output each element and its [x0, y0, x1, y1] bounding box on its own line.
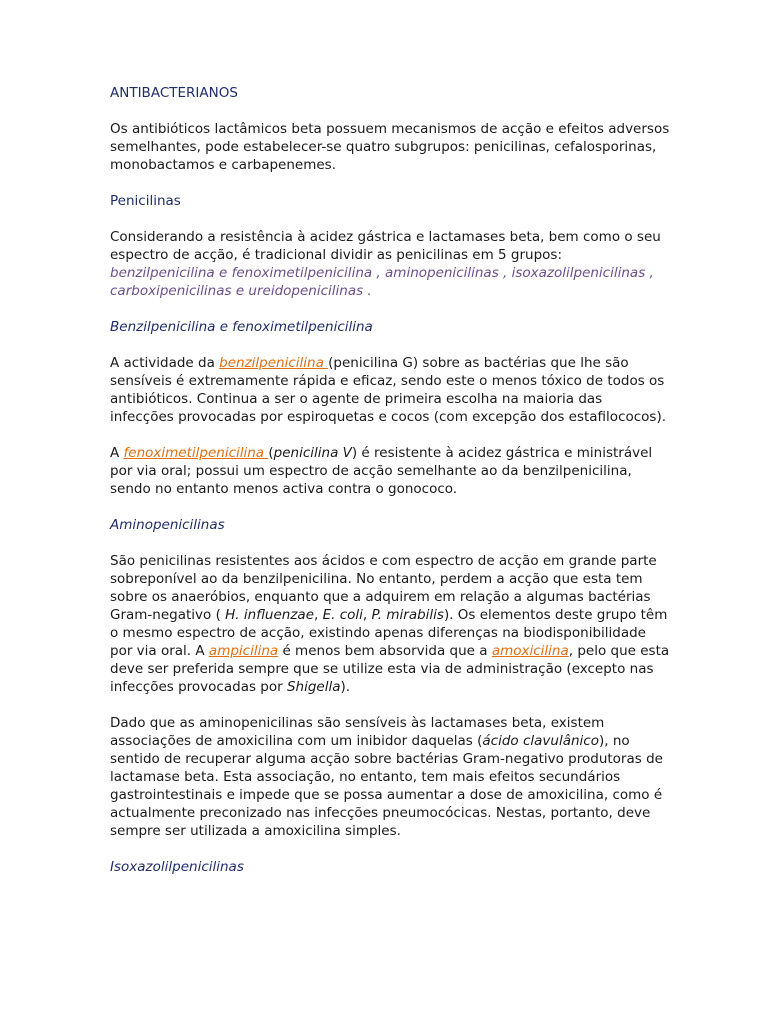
- italic-run: H. influenzae: [225, 607, 315, 623]
- text-run: ). Os elementos deste grupo têm o mesmo espectro de acção, existindo apenas diferenças na biodisponibilidade por via oral. A: [110, 607, 668, 659]
- text-run: (: [268, 445, 274, 461]
- text-run: A actividade da: [110, 355, 220, 371]
- document-content: [110, 84, 670, 894]
- text-run: ), no sentido de recuperar alguma acção sobre bactérias Gram-negativo produtoras de lactamase beta. Esta associação, no entanto, tem mais efeitos secundários gastrointestinais e impede que se possa aumentar a dose de amoxicilina, como é actualmente preconizado nas infecções pneumocócicas. Nestas, portanto, deve sempre ser utilizada a amoxicilina simples.: [110, 733, 663, 839]
- heading-penicilinas: Penicilinas: [110, 193, 181, 209]
- text-run: Dado que as aminopenicilinas são sensíveis às lactamases beta, existem associações de amoxicilina com um inibidor daquelas (: [110, 715, 605, 749]
- italic-run: ácido clavulânico: [482, 733, 599, 749]
- italic-run: penicilina V: [273, 445, 352, 461]
- amino-paragraph-2: [110, 714, 670, 840]
- heading-benzilpenicilina: Benzilpenicilina e fenoximetilpenicilina: [110, 319, 373, 335]
- intro-paragraph: Os antibióticos lactâmicos beta possuem mecanismos de acção e efeitos adversos semelhantes, pode estabelecer-se quatro subgrupos: penicilinas, cefalosporinas, monobactamos e carbapenemes.: [110, 121, 670, 173]
- penicilinas-paragraph: [110, 228, 670, 300]
- text-run: ).: [340, 679, 351, 695]
- link-amoxicilina[interactable]: amoxicilina: [491, 643, 569, 659]
- text-run: é menos bem absorvida que a: [278, 643, 492, 659]
- link-ampicilina[interactable]: ampicilina: [208, 643, 279, 659]
- text-run: São penicilinas resistentes aos ácidos e com espectro de acção em grande parte sobreponível ao da benzilpenicilina. No entanto, perdem a acção que esta tem sobre os anaeróbios, enquanto que a adquirem em relação a algumas bactérias Gram-negativo (: [110, 553, 657, 623]
- text-run: ,: [362, 607, 372, 623]
- heading-isoxazolilpenicilinas: Isoxazolilpenicilinas: [110, 859, 244, 875]
- italic-run: Shigella: [286, 679, 341, 695]
- benzil-paragraph-1: [110, 354, 670, 426]
- text-run: (penicilina G) sobre as bactérias que lhe são sensíveis é extremamente rápida e eficaz, sendo este o menos tóxico de todos os antibióticos. Continua a ser o agente de primeira escolha na maioria das infecções provocadas por espiroquetas e cocos (com excepção dos estafilococos).: [110, 355, 667, 425]
- document-title: ANTIBACTERIANOS: [110, 85, 238, 101]
- italic-run: P. mirabilis: [371, 607, 444, 623]
- italic-run: E. coli: [322, 607, 363, 623]
- text-run: A: [110, 445, 124, 461]
- benzil-paragraph-2: [110, 444, 670, 498]
- amino-paragraph-1: [110, 552, 670, 696]
- text-run: ) é resistente à acidez gástrica e ministrável por via oral; possui um espectro de acção semelhante ao da benzilpenicilina, sendo no entanto menos activa contra o gonococo.: [110, 445, 653, 497]
- text-run: ,: [314, 607, 323, 623]
- penicilinas-text: Considerando a resistência à acidez gástrica e lactamases beta, bem como o seu espectro de acção, é tradicional dividir as penicilinas em 5 grupos:: [110, 229, 661, 263]
- link-fenoximetilpenicilina[interactable]: fenoximetilpenicilina: [123, 445, 269, 461]
- text-run: , pelo que esta deve ser preferida sempre que se utilize esta via de administração (excepto nas infecções provocadas por: [110, 643, 670, 695]
- link-benzilpenicilina[interactable]: benzilpenicilina: [219, 355, 329, 371]
- penicilinas-groups: benzilpenicilina e fenoximetilpenicilina , aminopenicilinas , isoxazolilpenicilinas , carboxipenicilinas e ureidopenicilinas .: [110, 265, 654, 299]
- heading-aminopenicilinas: Aminopenicilinas: [110, 517, 225, 533]
